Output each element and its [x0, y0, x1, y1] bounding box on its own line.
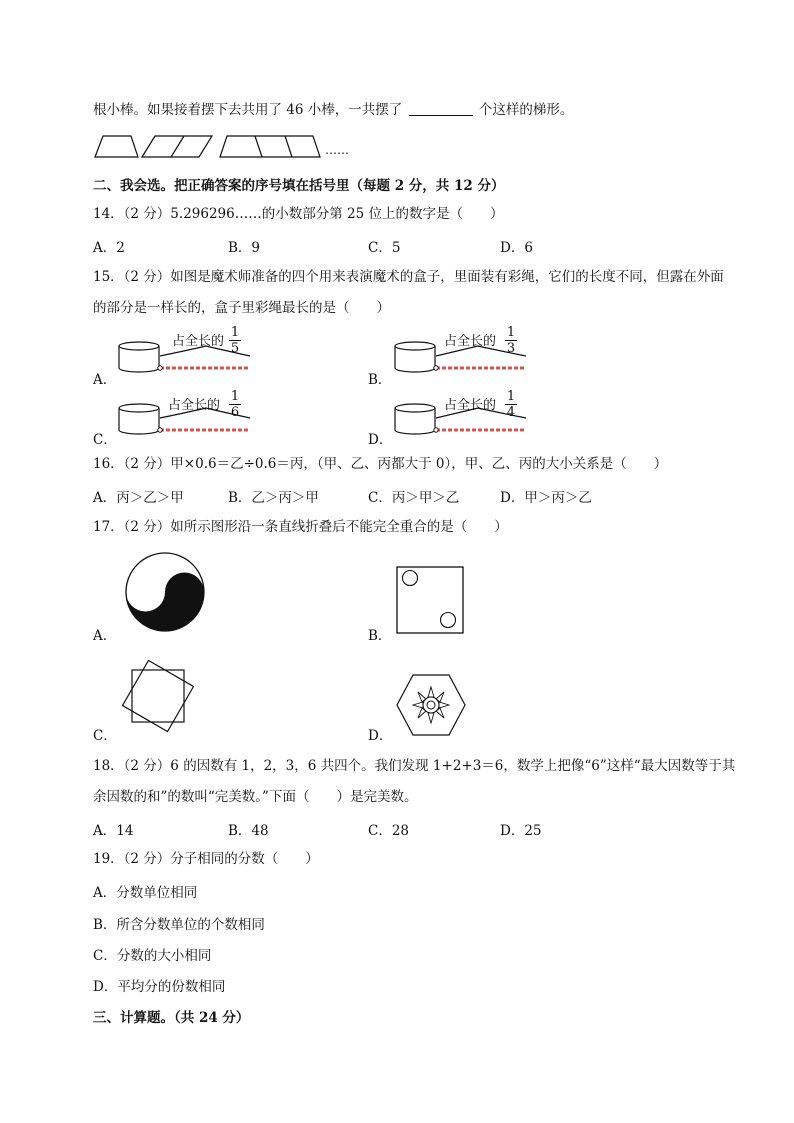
q18-stem-line2: 余因数的和”的数叫“完美数。”下面（ ）是完美数。: [93, 789, 418, 805]
section2-title: 二、我会选。把正确答案的序号填在括号里（每题 2 分，共 12 分）: [93, 178, 505, 194]
q19-option-a[interactable]: A．分数单位相同: [93, 885, 198, 901]
q19-option-b[interactable]: B．所含分数单位的个数相同: [93, 917, 265, 933]
q15-fraction-b-numerator: 1: [506, 325, 516, 340]
square-with-circles-figure: [396, 566, 464, 634]
q15-caption-d: 占全长的: [444, 398, 497, 413]
q15-caption-a: 占全长的: [172, 334, 225, 349]
yin-yang-figure: [122, 552, 208, 632]
q15-fraction-a-numerator: 1: [230, 325, 240, 340]
q18-stem-line1: 18．（2 分）6 的因数有 1，2，3，6 共四个。我们发现 1+2+3＝6，数学上把像“6”这样“最大因数等于其: [93, 758, 736, 774]
q15-fraction-c: [229, 390, 241, 419]
q14-option-a[interactable]: A．2: [93, 240, 125, 256]
q15-fraction-b-denominator: 3: [506, 341, 516, 356]
q17-stem: 17．（2 分）如所示图形沿一条直线折叠后不能完全重合的是（ ）: [93, 519, 508, 535]
q14-option-c[interactable]: C．5: [368, 240, 401, 256]
q15-fraction-c-denominator: 6: [230, 405, 240, 420]
q18-option-c[interactable]: C．28: [368, 823, 410, 839]
q15-caption-c: 占全长的: [168, 398, 221, 413]
pattern-ellipsis: ……: [325, 143, 349, 157]
q15-option-c[interactable]: C．: [93, 432, 117, 448]
q18-option-d[interactable]: D．25: [500, 823, 542, 839]
q14-stem: 14．（2 分）5.296296……的小数部分第 25 位上的数字是（ ）: [93, 206, 504, 222]
q15-fraction-a-denominator: 5: [230, 341, 240, 356]
q15-fraction-b: [505, 326, 517, 355]
q18-option-b[interactable]: B．48: [228, 823, 269, 839]
q16-option-b[interactable]: B．乙＞丙＞甲: [228, 490, 319, 506]
q16-option-c[interactable]: C．丙＞甲＞乙: [368, 490, 460, 506]
q13-answer-blank[interactable]: [409, 101, 473, 116]
q19-stem: 19．（2 分）分子相同的分数（ ）: [93, 851, 319, 867]
section3-title: 三、计算题。（共 24 分）: [93, 1010, 250, 1026]
q14-option-b[interactable]: B．9: [228, 240, 261, 256]
q15-option-b[interactable]: B．: [368, 372, 392, 388]
q16-option-a[interactable]: A．丙＞乙＞甲: [93, 490, 184, 506]
q15-option-a[interactable]: A．: [93, 372, 117, 388]
q17-option-d[interactable]: D．: [368, 728, 393, 744]
q17-option-c[interactable]: C．: [93, 728, 117, 744]
q15-stem-line2: 的部分是一样长的，盒子里彩绳最长的是（ ）: [93, 300, 390, 316]
q15-stem-line1: 15．（2 分）如图是魔术师准备的四个用来表演魔术的盒子，里面装有彩绳，它们的长度不同，但露在外面: [93, 269, 724, 285]
hexagon-star-figure: [396, 674, 466, 736]
q15-fraction-a: [229, 326, 241, 355]
q19-option-c[interactable]: C．分数的大小相同: [93, 948, 212, 964]
q15-fraction-c-numerator: 1: [230, 389, 240, 404]
q14-option-d[interactable]: D．6: [500, 240, 533, 256]
q15-fraction-d-numerator: 1: [506, 389, 516, 404]
q13-text-before: 根小棒。如果接着摆下去共用了 46 小棒，一共摆了: [93, 102, 403, 118]
q15-option-d[interactable]: D．: [368, 432, 393, 448]
q19-option-d[interactable]: D．平均分的份数相同: [93, 979, 226, 995]
q16-stem: 16．（2 分）甲×0.6＝乙÷0.6＝丙，（甲、乙、丙都大于 0），甲、乙、丙的大小关系是（ ）: [93, 456, 668, 472]
q18-option-a[interactable]: A．14: [93, 823, 134, 839]
trapezoid-pattern-figure: [95, 134, 355, 160]
q16-option-d[interactable]: D．甲＞丙＞乙: [500, 490, 592, 506]
q13-text-line: [93, 101, 573, 119]
q17-option-a[interactable]: A．: [93, 628, 117, 644]
q15-caption-b: 占全长的: [444, 334, 497, 349]
q15-fraction-d: [505, 390, 517, 419]
overlapping-squares-figure: [118, 656, 198, 736]
q15-fraction-d-denominator: 4: [506, 405, 516, 420]
q13-text-after: 个这样的梯形。: [478, 102, 574, 118]
q17-option-b[interactable]: B．: [368, 628, 392, 644]
